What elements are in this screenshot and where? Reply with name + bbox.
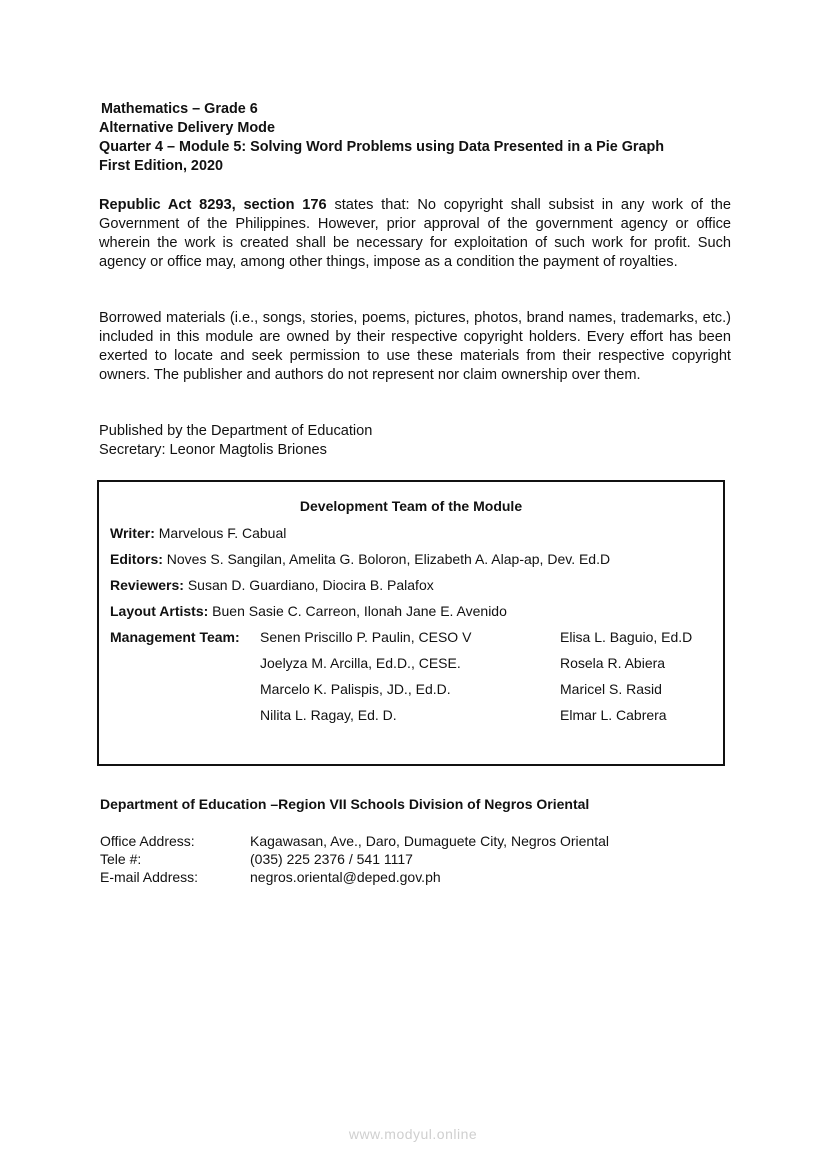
team-role-label: Editors:	[110, 551, 163, 567]
deped-division-heading: Department of Education –Region VII Schools Division of Negros Oriental	[100, 796, 590, 812]
management-member: Marcelo K. Palispis, JD., Ed.D.	[260, 681, 451, 697]
management-member: Joelyza M. Arcilla, Ed.D., CESE.	[260, 655, 461, 671]
management-member: Senen Priscillo P. Paulin, CESO V	[260, 629, 472, 645]
edition: First Edition, 2020	[99, 158, 223, 174]
team-members: Susan D. Guardiano, Diocira B. Palafox	[183, 577, 434, 593]
team-title: Development Team of the Module	[299, 498, 523, 514]
team-role-label: Reviewers:	[110, 577, 184, 593]
secretary: Secretary: Leonor Magtolis Briones	[99, 442, 327, 458]
publisher-info	[99, 422, 372, 460]
management-member: Nilita L. Ragay, Ed. D.	[260, 707, 397, 723]
team-role-label: Writer:	[110, 525, 155, 541]
contact-label: Tele #:	[100, 851, 142, 867]
team-row-layout-artists	[110, 603, 507, 619]
management-member: Maricel S. Rasid	[560, 681, 662, 697]
development-team-box	[97, 480, 725, 766]
management-member: Rosela R. Abiera	[560, 655, 666, 671]
delivery-mode: Alternative Delivery Mode	[99, 120, 275, 136]
copyright-law-reference: Republic Act 8293, section 176	[99, 197, 327, 213]
management-member: Elisa L. Baguio, Ed.D	[560, 629, 693, 645]
team-members: Buen Sasie C. Carreon, Ilonah Jane E. Avenido	[208, 603, 507, 619]
contact-value: (035) 225 2376 / 541 1117	[250, 851, 413, 867]
team-row-reviewers	[110, 577, 434, 593]
contact-label: E-mail Address:	[100, 869, 199, 885]
contact-telephone	[100, 851, 413, 867]
team-row-editors	[110, 551, 610, 567]
contact-value: negros.oriental@deped.gov.ph	[250, 869, 441, 885]
published-by: Published by the Department of Education	[99, 423, 373, 439]
contact-email	[100, 869, 441, 885]
team-members: Noves S. Sangilan, Amelita G. Boloron, Elizabeth A. Alap-ap, Dev. Ed.D	[162, 551, 611, 567]
module-title-block	[99, 100, 664, 176]
team-role-label: Layout Artists:	[110, 603, 209, 619]
team-row-writer	[110, 525, 286, 541]
copyright-text: states that: No copyright shall subsist in any work of the Government of the Philippines. However, prior approval of the government agency or office wherein the work is created shall be necessary for exploitation of such work for profit. Such agency or office may, among other things, impose as a condition the payment of royalties.	[99, 197, 731, 270]
watermark: www.modyul.online	[348, 1126, 478, 1142]
management-team-label: Management Team:	[110, 629, 240, 645]
copyright-notice	[99, 196, 731, 272]
borrowed-materials-notice: Borrowed materials (i.e., songs, stories, poems, pictures, photos, brand names, trademarks, etc.) included in this module are owned by their respective copyright holders. Every effort has been exerted to locate and seek permission to use these materials from their respective copyright owners. The publisher and authors do not represent nor claim ownership over them.	[99, 310, 731, 383]
contact-office-address	[100, 833, 609, 849]
contact-value: Kagawasan, Ave., Daro, Dumaguete City, Negros Oriental	[250, 833, 609, 849]
contact-label: Office Address:	[100, 833, 195, 849]
team-members: Marvelous F. Cabual	[154, 525, 287, 541]
management-member: Elmar L. Cabrera	[560, 707, 667, 723]
module-title: Quarter 4 – Module 5: Solving Word Problems using Data Presented in a Pie Graph	[99, 139, 665, 155]
subject-grade: Mathematics – Grade 6	[101, 101, 258, 117]
